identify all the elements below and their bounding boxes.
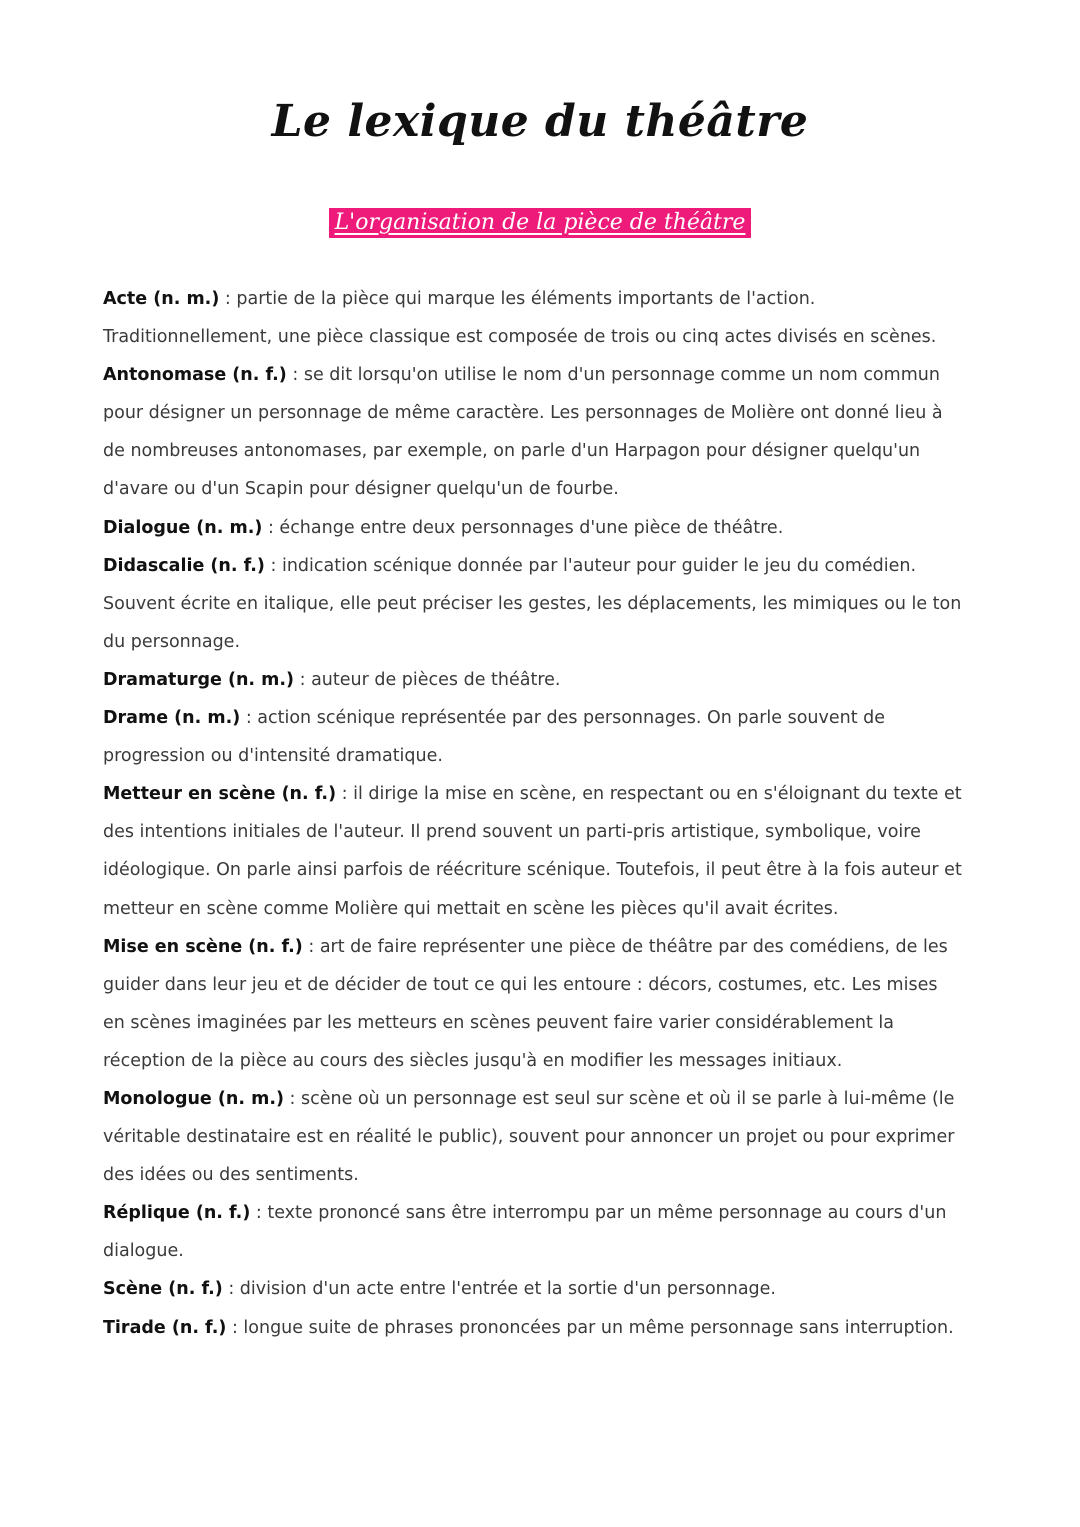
glossary-entry-scene: Scène (n. f.) : division d'un acte entre l'entrée et la sortie d'un personnage.	[103, 1279, 776, 1300]
glossary-entry-drame: Drame (n. m.) : action scénique représentée par des personnages. On parle souvent de progression ou d'intensité dramatique.	[103, 708, 886, 767]
glossary-definition: échange entre deux personnages d'une pièce de théâtre.	[279, 517, 784, 538]
glossary-definition: scène où un personnage est seul sur scène et où il se parle à lui-même (le véritable destinataire est en réalité le public), souvent pour annoncer un projet ou pour exprimer des idées ou des sentiments.	[103, 1088, 955, 1186]
page-title: Le lexique du théâtre	[271, 96, 809, 147]
glossary-term: Mise en scène (n. f.)	[103, 936, 303, 957]
glossary-definition: action scénique représentée par des personnages. On parle souvent de progression ou d'intensité dramatique.	[103, 708, 886, 767]
glossary-entry-tirade: Tirade (n. f.) : longue suite de phrases prononcées par un même personnage sans interruption.	[103, 1317, 954, 1338]
glossary-definition: il dirige la mise en scène, en respectant ou en s'éloignant du texte et des intentions initiales de l'auteur. Il prend souvent un parti-pris artistique, symbolique, voire idéologique. On parle ainsi parfois de réécriture scénique. Toutefois, il peut être à la fois auteur et metteur en scène comme Molière qui mettait en scène les pièces qu'il avait écrites.	[103, 784, 962, 919]
glossary-definition: auteur de pièces de théâtre.	[311, 669, 561, 690]
glossary-term: Drame (n. m.)	[103, 708, 241, 729]
glossary-term: Monologue (n. m.)	[103, 1088, 284, 1109]
glossary-definition: division d'un acte entre l'entrée et la sortie d'un personnage.	[239, 1279, 776, 1300]
glossary-term: Scène (n. f.)	[103, 1279, 223, 1300]
glossary-entry-acte: Acte (n. m.) : partie de la pièce qui marque les éléments importants de l'action. Traditionnellement, une pièce classique est composée de trois ou cinq actes divisés en scènes.	[103, 289, 937, 348]
glossary-term: Acte (n. m.)	[103, 289, 220, 309]
glossary-definition: longue suite de phrases prononcées par un même personnage sans interruption.	[243, 1317, 954, 1338]
glossary-entry-dramaturge: Dramaturge (n. m.) : auteur de pièces de théâtre.	[103, 669, 561, 690]
glossary-entry-monologue: Monologue (n. m.) : scène où un personnage est seul sur scène et où il se parle à lui-même (le véritable destinataire est en réalité le public), souvent pour annoncer un projet ou pour exprimer des idées ou des sentiments.	[103, 1088, 955, 1186]
glossary-definition: se dit lorsqu'on utilise le nom d'un personnage comme un nom commun pour désigner un personnage de même caractère. Les personnages de Molière ont donné lieu à de nombreuses antonomases, par exemple, on parle d'un Harpagon pour désigner quelqu'un d'avare ou d'un Scapin pour désigner quelqu'un de fourbe.	[103, 365, 943, 500]
glossary-definition: texte prononcé sans être interrompu par un même personnage au cours d'un dialogue.	[103, 1203, 947, 1262]
glossary-definition: art de faire représenter une pièce de théâtre par des comédiens, de les guider dans leur jeu et de décider de tout ce qui les entoure : décors, costumes, etc. Les mises en scènes imaginées par les metteurs en scènes peuvent faire varier considérablement la réception de la pièce au cours des siècles jusqu'à en modifier les messages initiaux.	[103, 936, 948, 1071]
glossary-term: Dramaturge (n. m.)	[103, 669, 295, 690]
glossary-entry-dialogue: Dialogue (n. m.) : échange entre deux personnages d'une pièce de théâtre.	[103, 517, 784, 538]
glossary-term: Antonomase (n. f.)	[103, 365, 287, 386]
glossary-entry-didascalie: Didascalie (n. f.) : indication scénique donnée par l'auteur pour guider le jeu du comédien. Souvent écrite en italique, elle peut préciser les gestes, les déplacements, les mimiques ou le ton du personnage.	[103, 555, 962, 652]
glossary	[103, 280, 963, 1347]
glossary-definition: indication scénique donnée par l'auteur pour guider le jeu du comédien. Souvent écrite en italique, elle peut préciser les gestes, les déplacements, les mimiques ou le ton du personnage.	[103, 555, 962, 652]
glossary-entry-antonomase: Antonomase (n. f.) : se dit lorsqu'on utilise le nom d'un personnage comme un nom commun pour désigner un personnage de même caractère. Les personnages de Molière ont donné lieu à de nombreuses antonomases, par exemple, on parle d'un Harpagon pour désigner quelqu'un d'avare ou d'un Scapin pour désigner quelqu'un de fourbe.	[103, 365, 943, 500]
glossary-term: Didascalie (n. f.)	[103, 555, 265, 576]
section-heading: L'organisation de la pièce de théâtre	[329, 208, 752, 238]
glossary-term: Metteur en scène (n. f.)	[103, 784, 337, 805]
glossary-entry-mise-en-scene: Mise en scène (n. f.) : art de faire représenter une pièce de théâtre par des comédiens, de les guider dans leur jeu et de décider de tout ce qui les entoure : décors, costumes, etc. Les mises en scènes imaginées par les metteurs en scènes peuvent faire varier considérablement la réception de la pièce au cours des siècles jusqu'à en modifier les messages initiaux.	[103, 936, 948, 1071]
glossary-term: Dialogue (n. m.)	[103, 517, 263, 538]
section-heading-wrap	[0, 208, 1080, 238]
glossary-entry-metteur-en-scene: Metteur en scène (n. f.) : il dirige la mise en scène, en respectant ou en s'éloignant du texte et des intentions initiales de l'auteur. Il prend souvent un parti-pris artistique, symbolique, voire idéologique. On parle ainsi parfois de réécriture scénique. Toutefois, il peut être à la fois auteur et metteur en scène comme Molière qui mettait en scène les pièces qu'il avait écrites.	[103, 784, 962, 919]
glossary-term: Tirade (n. f.)	[103, 1317, 227, 1338]
glossary-definition: partie de la pièce qui marque les éléments importants de l'action. Traditionnellement, une pièce classique est composée de trois ou cinq actes divisés en scènes.	[103, 289, 937, 348]
glossary-term: Réplique (n. f.)	[103, 1203, 251, 1224]
glossary-entry-replique: Réplique (n. f.) : texte prononcé sans être interrompu par un même personnage au cours d'un dialogue.	[103, 1203, 947, 1262]
